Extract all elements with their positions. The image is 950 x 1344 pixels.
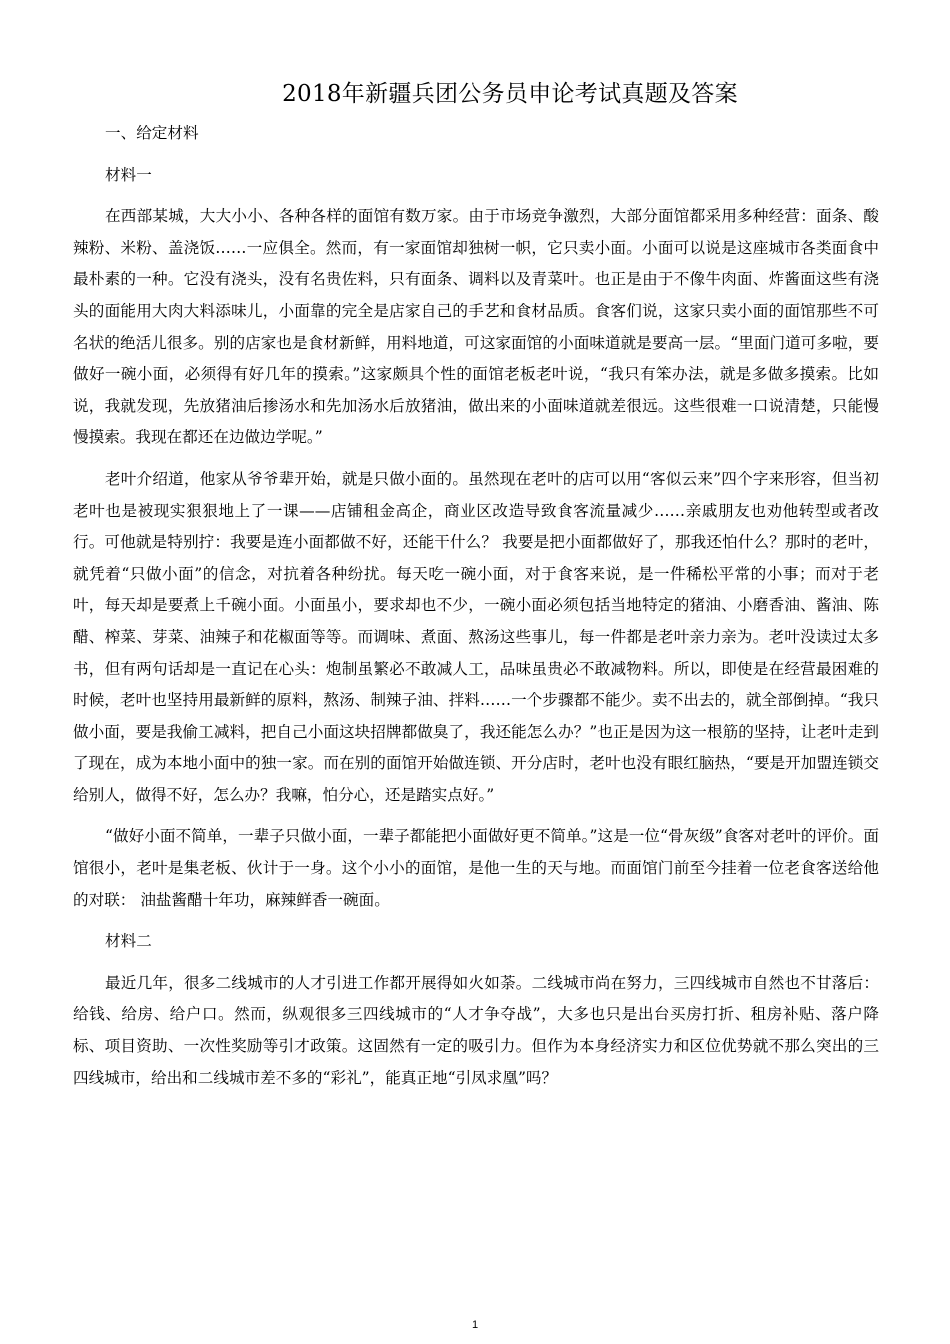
material-1-paragraph-2: 老叶介绍道，他家从爷爷辈开始，就是只做小面的。虽然现在老叶的店可以用“客似云来”四个字来形容，但当初老叶也是被现实狠狠地上了一课——店铺租金高企，商业区改造导致食客流量减少……亲戚朋友也劝他转型或者改行。可他就是特别拧：我要是连小面都做不好，还能干什么？ 我要是把小面都做好了，那我还怕什么？那时的老叶，就凭着“只做小面”的信念，对抗着各种纷扰。每天吃一碗小面，对于食客来说，是一件稀松平常的小事；而对于老叶，每天却是要煮上千碗小面。小面虽小，要求却也不少，一碗小面必须包括当地特定的猪油、小磨香油、酱油、陈醋、榨菜、芽菜、油辣子和花椒面等等。而调味、煮面、熬汤这些事儿，每一件都是老叶亲力亲为。老叶没读过太多书，但有两句话却是一直记在心头：炮制虽繁必不敢减人工，品味虽贵必不敢减物料。所以，即使是在经营最困难的时候，老叶也坚持用最新鲜的原料，熬汤、制辣子油、拌料……一个步骤都不能少。卖不出去的，就全部倒掉。“我只做小面，要是我偷工减料，把自己小面这块招牌都做臭了，我还能怎么办？”也正是因为这一根筋的坚持，让老叶走到了现在，成为本地小面中的独一家。而在别的面馆开始做连锁、开分店时，老叶也没有眼红脑热，“要是开加盟连锁交给别人，做得不好，怎么办？我嘛，怕分心，还是踏实点好。” [73,469,879,804]
document-body [73,118,879,1104]
material-1-paragraph-1: 在西部某城，大大小小、各种各样的面馆有数万家。由于市场竞争激烈，大部分面馆都采用多种经营：面条、酸辣粉、米粉、盖浇饭……一应俱全。然而，有一家面馆却独树一帜，它只卖小面。小面可以说是这座城市各类面食中最朴素的一种。它没有浇头，没有名贵佐料，只有面条、调料以及青菜叶。也正是由于不像牛肉面、炸酱面这些有浇头的面能用大肉大料添味儿，小面靠的完全是店家自己的手艺和食材品质。食客们说，这家只卖小面的面馆那些不可名状的绝活儿很多。别的店家也是食材新鲜，用料地道，可这家面馆的小面味道就是要高一层。“里面门道可多啦，要做好一碗小面，必须得有好几年的摸索。”这家颇具个性的面馆老板老叶说，“我只有笨办法，就是多做多摸索。比如说，我就发现，先放猪油后掺汤水和先加汤水后放猪油，做出来的小面味道就差很远。这些很难一口说清楚，只能慢慢摸索。我现在都还在边做边学呢。” [73,207,879,447]
material-1-heading: 材料一 [105,165,152,184]
material-2-heading: 材料二 [105,932,152,951]
document-title: 2018年新疆兵团公务员申论考试真题及答案 [282,81,738,107]
material-1-paragraph-3: “做好小面不简单，一辈子只做小面，一辈子都能把小面做好更不简单。”这是一位“骨灰级”食客对老叶的评价。面馆很小，老叶是集老板、伙计于一身。这个小小的面馆，是他一生的天与地。而面馆门前至今挂着一位老食客送给他的对联： 油盐酱醋十年功，麻辣鲜香一碗面。 [73,827,879,909]
material-2-paragraph-1: 最近几年，很多二线城市的人才引进工作都开展得如火如荼。二线城市尚在努力，三四线城市自然也不甘落后：给钱、给房、给户口。然而，纵观很多三四线城市的“人才争夺战”，大多也只是出台买房打折、租房补贴、落户降标、项目资助、一次性奖励等引才政策。这固然有一定的吸引力。但作为本身经济实力和区位优势就不那么突出的三四线城市，给出和二线城市差不多的“彩礼”，能真正地“引凤求凰”吗？ [73,973,879,1087]
section-heading: 一、给定材料 [105,124,199,142]
page-number: 1 [471,1319,479,1331]
